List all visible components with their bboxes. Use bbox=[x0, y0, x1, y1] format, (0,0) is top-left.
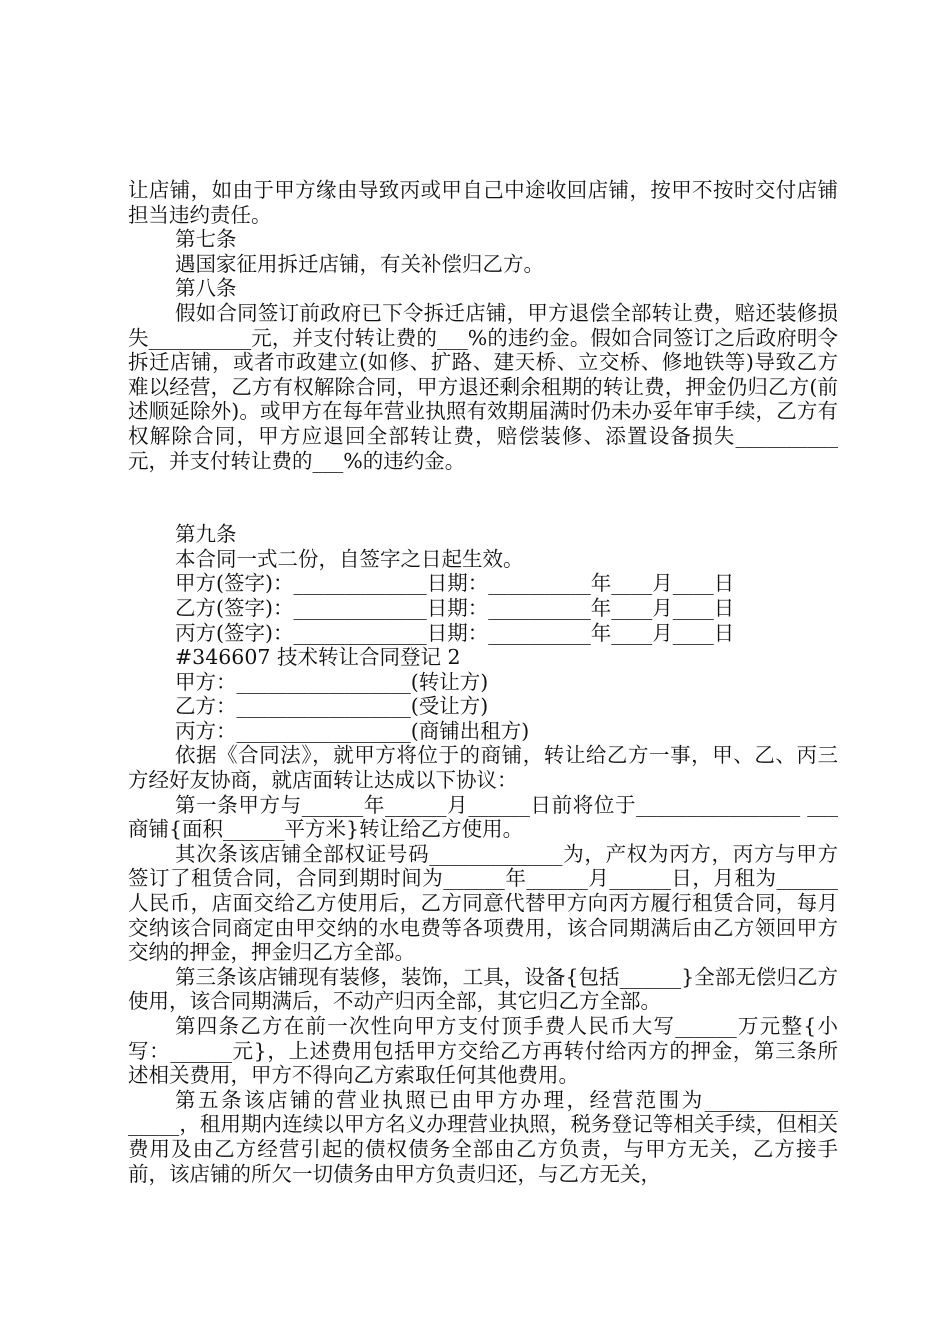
text-paragraph: 其次条该店铺全部权证号码_____________为，产权为丙方，丙方与甲方签订了租赁合同，合同到期时间为______年______月______日，月租为______人民币，店面交给乙方使用后，乙方同意代替甲方向丙方履行租赁合同，每月交纳该合同商定由甲交纳的水电费等各项费用，该合同期满后由乙方领回甲方交纳的押金，押金归乙方全部。 bbox=[128, 841, 838, 965]
text-paragraph: 甲方：_________________(转让方) bbox=[175, 669, 489, 694]
text-paragraph: 第五条该店铺的营业执照已由甲方办理，经营范围为_____________ _____，租用期内连续以甲方名义办理营业执照，税务登记等相关手续，但相关费用及由乙方经营引起的债权债务全部由乙方负责，与甲方无关，乙方接手前，该店铺的所欠一切债务由甲方负责归还，与乙方无关， bbox=[128, 1087, 838, 1186]
text-paragraph: 本合同一式二份，自签字之日起生效。 bbox=[175, 546, 524, 571]
paragraph-gap bbox=[128, 473, 838, 522]
text-paragraph: 甲方(签字)：_____________日期：__________年____月____日 bbox=[175, 571, 735, 596]
text-paragraph: 丙方(签字)：_____________日期：__________年____月____日 bbox=[175, 620, 735, 645]
text-paragraph: 让店铺，如由于甲方缘由导致丙或甲自己中途收回店铺，按甲不按时交付店铺担当违约责任。 bbox=[128, 178, 838, 227]
text-paragraph: 依据《合同法》，就甲方将位于的商铺，转让给乙方一事，甲、乙、丙三方经好友协商，就店面转让达成以下协议： bbox=[128, 743, 838, 793]
text-paragraph: 假如合同签订前政府已下令拆迁店铺，甲方退偿全部转让费，赔还装修损失__________元，并支付转让费的___%的违约金。假如合同签订之后政府明令拆迁店铺，或者市政建立(如修、扩路、建天桥、立交桥、修地铁等)导致乙方难以经营，乙方有权解除合同，甲方退还剩余租期的转让费，押金仍归乙方(前述顺延除外)。或甲方在每年营业执照有效期届满时仍未办妥年审手续，乙方有权解除合同，甲方应退回全部转让费，赔偿装修、添置设备损失__________元，并支付转让费的___%的违约金。 bbox=[128, 300, 838, 473]
text-paragraph: 乙方：_________________(受让方) bbox=[175, 694, 489, 719]
text-paragraph: 第七条 bbox=[175, 227, 237, 252]
text-paragraph: #346607 技术转让合同登记 2 bbox=[175, 645, 461, 670]
text-paragraph: 第八条 bbox=[175, 276, 237, 301]
text-paragraph: 第一条甲方与______年______月______日前将位于________________ ___商铺{面积______平方米}转让给乙方使用。 bbox=[128, 792, 838, 842]
text-paragraph: 遇国家征用拆迁店铺，有关补偿归乙方。 bbox=[175, 251, 544, 276]
text-paragraph: 乙方(签字)：_____________日期：__________年____月____日 bbox=[175, 595, 735, 620]
document-page bbox=[128, 178, 838, 1186]
text-paragraph: 第九条 bbox=[175, 522, 237, 547]
text-paragraph: 丙方：_________________(商铺出租方) bbox=[175, 718, 530, 743]
text-paragraph: 第三条该店铺现有装修，装饰，工具，设备{包括______}全部无偿归乙方使用，该合同期满后，不动产归丙全部，其它归乙方全部。 bbox=[128, 964, 838, 1014]
text-paragraph: 第四条乙方在前一次性向甲方支付顶手费人民币大写______万元整{小写：______元}，上述费用包括甲方交给乙方再转付给丙方的押金，第三条所述相关费用，甲方不得向乙方索取任何其他费用。 bbox=[128, 1014, 838, 1088]
